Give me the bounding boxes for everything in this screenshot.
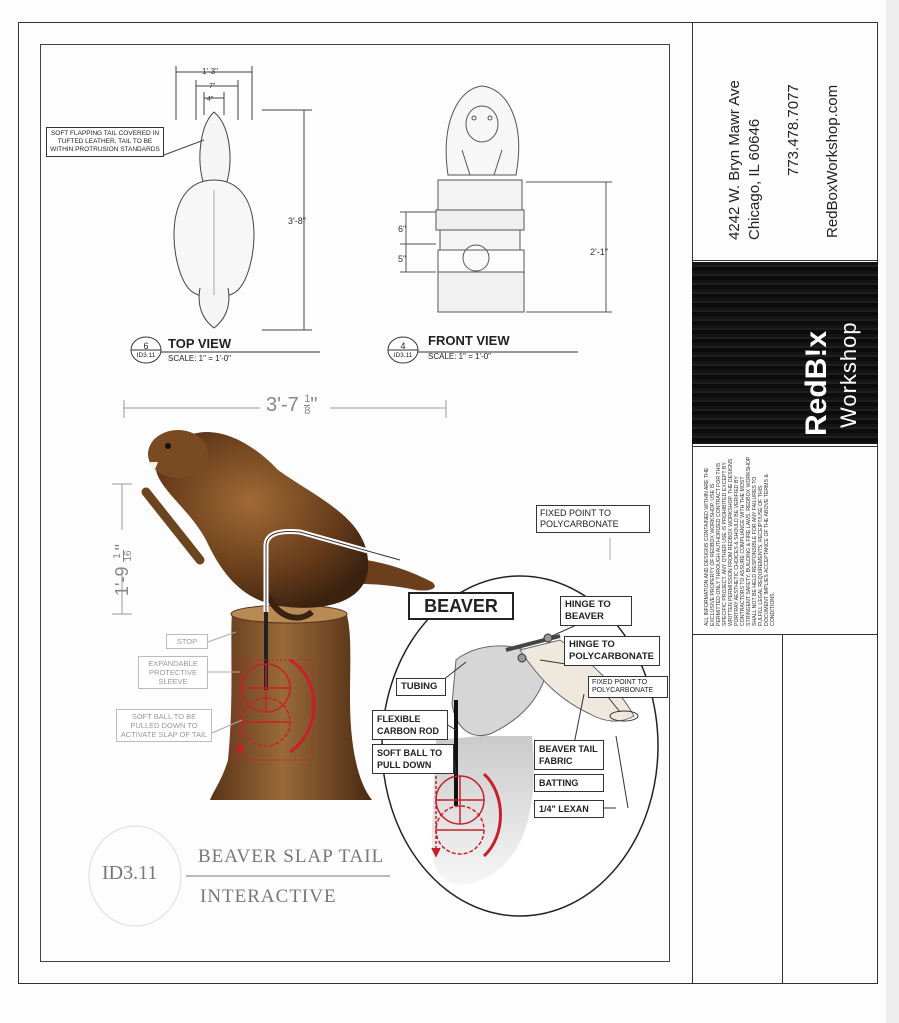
detail-title: BEAVER xyxy=(408,592,514,620)
front-dim-5in: 5" xyxy=(398,254,407,264)
front-dim-height: 2'-1" xyxy=(590,247,608,257)
brand-sub: Workshop xyxy=(836,321,861,428)
top-view-title: TOP VIEW xyxy=(168,336,232,351)
front-view-number: 4 xyxy=(400,341,406,351)
lexan-label: 1/4" LEXAN xyxy=(534,800,604,818)
front-view-title: FRONT VIEW xyxy=(428,333,510,348)
top-dim-width: 1'-3" xyxy=(202,67,218,76)
phone: 773.478.7077 xyxy=(785,84,802,176)
brand-name: RedB!x xyxy=(800,330,833,436)
address-line1: 4242 W. Bryn Mawr Ave xyxy=(726,80,743,240)
top-view xyxy=(164,66,312,330)
dim-width-tail: " xyxy=(310,394,318,416)
address-line2: Chicago, IL 60646 xyxy=(746,118,763,240)
sheet-title-line1: BEAVER SLAP TAIL xyxy=(198,846,385,867)
sheet-title-line2: INTERACTIVE xyxy=(200,886,337,907)
top-dim-height: 3'-8" xyxy=(288,216,306,226)
dim-height-whole: 1'-9 xyxy=(112,566,132,596)
tail-fabric-label: BEAVER TAIL FABRIC xyxy=(534,740,604,770)
dim-width-num: 1 xyxy=(304,393,311,406)
sheet-id: ID3.11 xyxy=(102,862,158,884)
tubing-label: TUBING xyxy=(396,678,446,696)
stop-label: STOP xyxy=(166,634,208,649)
title-divider-1 xyxy=(692,260,878,261)
front-dim-6in: 6" xyxy=(398,224,407,234)
front-view-sheet: ID3.11 xyxy=(393,352,413,359)
top-dim-7in: 7" xyxy=(209,83,216,90)
disclaimer: ALL INFORMATION AND DESIGNS CONTAINED WITHIN ARE THE EXCLUSIVE PROPERTY OF REDBOX WORKSHOP. USE IS PERMITTED ONLY THROUGH AUTHORIZED CONTRACT FOR THIS SPECIFIC PROJECT. ANY OTHER USE IS PROHIBITED EXCEPT BY WRITTEN PERMISSION FROM REDBOX WORKSHOP. THE DESIGNS PORTRAY AESTHETIC CHOICES & SHOULD BE VERIFIED BY CONTRACTORS TO ASSURE COMPLIANCE WITH THE MOST STRINGENT SAFETY, BUILDING & FIRE LAWS. REDBOX WORKSHOP SHALL NOT BE HELD RESPONSIBLE FOR ANY FAILURES TO FULFILL LEGAL REQUIREMENTS. RECEIPT/USE OF THIS DOCUMENT IMPLIES ACCEPTANCE OF THE ABOVE TERMS & CONDITIONS. xyxy=(704,456,776,626)
dim-height-num: 1 xyxy=(113,550,124,561)
dim-width-den: 8 xyxy=(304,405,311,418)
top-view-scale: SCALE: 1" = 1'-0" xyxy=(168,354,232,363)
batting-label: BATTING xyxy=(534,774,604,792)
website: RedBoxWorkshop.com xyxy=(824,84,841,238)
tail-note: SOFT FLAPPING TAIL COVERED IN TUFTED LEATHER, TAIL TO BE WITHIN PROTRUSION STANDARDS xyxy=(46,127,164,157)
main-fixed-point-label: FIXED POINT TO POLYCARBONATE xyxy=(536,505,650,533)
scrollbar[interactable] xyxy=(886,0,899,1023)
main-soft-ball-label: SOFT BALL TO BE PULLED DOWN TO ACTIVATE SLAP OF TAIL xyxy=(116,709,212,742)
carbon-rod-label: FLEXIBLE CARBON ROD xyxy=(372,710,448,740)
hinge-beaver-label: HINGE TO BEAVER xyxy=(560,596,632,626)
detail-fixed-point-label: FIXED POINT TO POLYCARBONATE xyxy=(588,676,668,698)
top-view-sheet: ID3.11 xyxy=(136,352,156,359)
dim-height-tail: " xyxy=(112,544,132,551)
hinge-poly-label: HINGE TO POLYCARBONATE xyxy=(564,636,660,666)
title-divider-2 xyxy=(692,446,878,447)
dim-height xyxy=(112,544,134,596)
top-dim-4in: 4" xyxy=(207,96,214,103)
sleeve-label: EXPANDABLE PROTECTIVE SLEEVE xyxy=(138,656,208,689)
title-divider-v xyxy=(782,634,783,984)
detail-soft-ball-label: SOFT BALL TO PULL DOWN xyxy=(372,744,454,774)
top-view-number: 6 xyxy=(143,341,149,351)
front-view-scale: SCALE: 1" = 1'-0" xyxy=(428,352,492,361)
tree-stump xyxy=(210,612,372,800)
title-divider-3 xyxy=(692,634,878,635)
beaver-illustration xyxy=(146,430,435,618)
dim-width-whole: 3'-7 xyxy=(266,394,299,416)
dim-width xyxy=(266,394,318,417)
front-view xyxy=(400,86,612,312)
dim-height-den: 16 xyxy=(122,550,134,562)
